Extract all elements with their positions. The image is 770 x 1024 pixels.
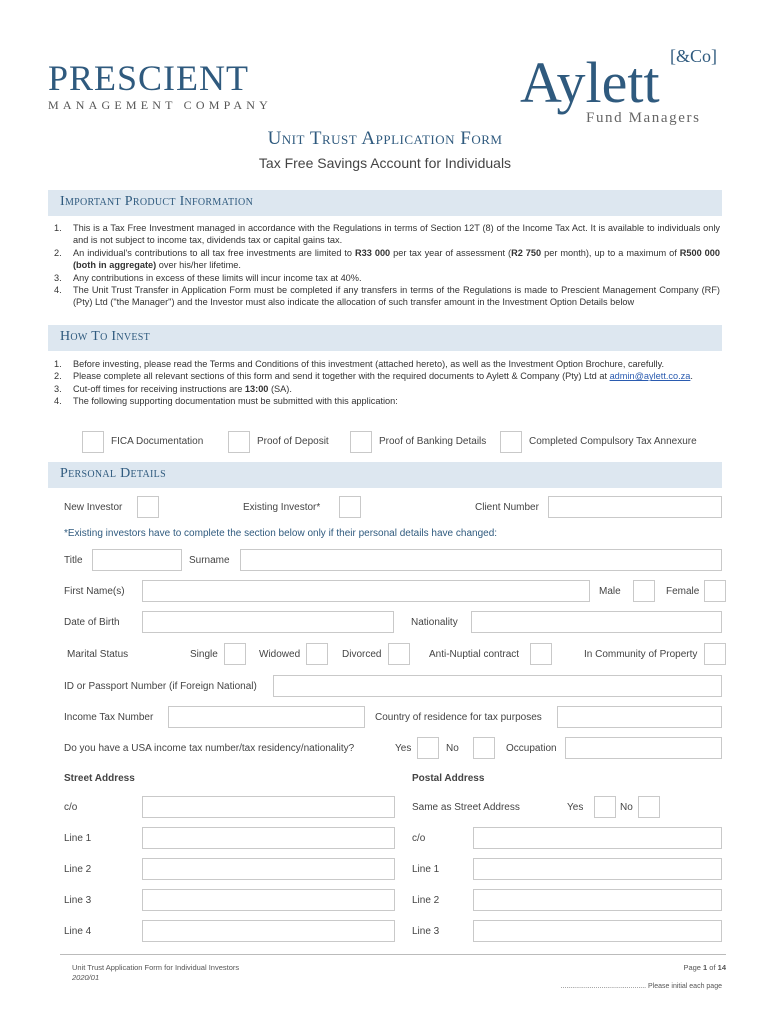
new-investor-label: New Investor xyxy=(64,502,123,513)
id-passport-label: ID or Passport Number (if Foreign National) xyxy=(64,681,257,692)
product-info-list xyxy=(54,222,720,309)
street-co-label: c/o xyxy=(64,802,78,813)
same-yes-checkbox[interactable] xyxy=(594,796,616,818)
how-to-invest-list xyxy=(54,358,720,408)
first-names-label: First Name(s) xyxy=(64,586,125,597)
dob-label: Date of Birth xyxy=(64,617,120,628)
postal-line1-input[interactable] xyxy=(473,858,722,880)
postal-co-label: c/o xyxy=(412,833,426,844)
footer-initial-line: ............................................ Please initial each page xyxy=(560,983,722,990)
section-how-to-invest xyxy=(48,325,722,351)
section-heading: How To Invest xyxy=(60,329,151,344)
section-personal-details xyxy=(48,462,722,488)
street-line3-input[interactable] xyxy=(142,889,395,911)
fica-label: FICA Documentation xyxy=(111,436,204,447)
form-title: Unit Trust Application Form xyxy=(267,128,503,149)
existing-investor-checkbox[interactable] xyxy=(339,496,361,518)
list-item: 1. Before investing, please read the Terms and Conditions of this investment (attached hereto), as well as the Investment Option Brochure, carefully. xyxy=(54,359,665,369)
income-tax-label: Income Tax Number xyxy=(64,712,154,723)
income-tax-input[interactable] xyxy=(168,706,365,728)
postal-line3-label: Line 3 xyxy=(412,926,440,937)
first-names-input[interactable] xyxy=(142,580,590,602)
usa-no-checkbox[interactable] xyxy=(473,737,495,759)
street-line1-label: Line 1 xyxy=(64,833,92,844)
same-yes-label: Yes xyxy=(567,802,584,813)
client-number-label: Client Number xyxy=(475,502,539,513)
widowed-checkbox[interactable] xyxy=(306,643,328,665)
same-no-checkbox[interactable] xyxy=(638,796,660,818)
postal-line3-input[interactable] xyxy=(473,920,722,942)
footer-version: 2020/01 xyxy=(72,973,100,982)
aylett-logo-subtext: Fund Managers xyxy=(586,110,701,126)
title-input[interactable] xyxy=(92,549,182,571)
list-item: 4. The following supporting documentation must be submitted with this application: xyxy=(54,396,398,407)
tax-annexure-label: Completed Compulsory Tax Annexure xyxy=(529,436,697,447)
aylett-logo-co: [&Co] xyxy=(670,46,717,66)
widowed-label: Widowed xyxy=(259,649,301,660)
email-link[interactable]: admin@aylett.co.za xyxy=(609,371,691,382)
icop-checkbox[interactable] xyxy=(704,643,726,665)
footer-page-number: Page 1 of 14 xyxy=(683,963,726,972)
postal-line2-label: Line 2 xyxy=(412,895,440,906)
male-checkbox[interactable] xyxy=(633,580,655,602)
list-item: 3. Cut-off times for receiving instructions are 13:00 (SA). xyxy=(54,383,292,394)
proof-of-deposit-checkbox[interactable] xyxy=(228,431,250,453)
postal-address-heading: Postal Address xyxy=(412,773,485,784)
existing-investor-label: Existing Investor* xyxy=(243,502,321,513)
tax-annexure-checkbox[interactable] xyxy=(500,431,522,453)
same-no-label: No xyxy=(620,802,633,813)
prescient-logo xyxy=(48,60,272,113)
female-checkbox[interactable] xyxy=(704,580,726,602)
usa-no-label: No xyxy=(446,743,459,754)
existing-investor-note: *Existing investors have to complete the section below only if their personal details have changed: xyxy=(64,528,498,539)
surname-input[interactable] xyxy=(240,549,722,571)
id-passport-input[interactable] xyxy=(273,675,722,697)
country-residence-input[interactable] xyxy=(557,706,722,728)
fica-checkbox[interactable] xyxy=(82,431,104,453)
surname-label: Surname xyxy=(189,555,230,566)
occupation-input[interactable] xyxy=(565,737,722,759)
marital-status-label: Marital Status xyxy=(67,649,129,660)
list-item: 3. Any contributions in excess of these limits will incur income tax at 40%. xyxy=(54,272,362,283)
female-label: Female xyxy=(666,586,700,597)
proof-of-deposit-label: Proof of Deposit xyxy=(257,436,329,447)
list-item: 4. The Unit Trust Transfer in Application Form must be completed if any transfers in terms of the Regulations is made to Prescient Management Company (RF) (Pty) Ltd ("the Manager") and the Investor must also indicate the allocation of such transfer amount in the Investment Option Details below xyxy=(54,285,720,308)
usa-yes-label: Yes xyxy=(395,743,412,754)
postal-line2-input[interactable] xyxy=(473,889,722,911)
new-investor-checkbox[interactable] xyxy=(137,496,159,518)
street-line4-input[interactable] xyxy=(142,920,395,942)
list-item: 2. An individual's contributions to all tax free investments are limited to R33 000 per tax year of assessment (R2 750 per month), up to a maximum of R500 000 (both in aggregate) over his/her lifetime. xyxy=(54,247,720,271)
street-line4-label: Line 4 xyxy=(64,926,92,937)
street-address-heading: Street Address xyxy=(64,773,135,784)
single-label: Single xyxy=(190,649,218,660)
street-line2-input[interactable] xyxy=(142,858,395,880)
proof-of-banking-label: Proof of Banking Details xyxy=(379,436,487,447)
country-residence-label: Country of residence for tax purposes xyxy=(375,712,542,723)
aylett-logo xyxy=(520,42,730,132)
street-co-input[interactable] xyxy=(142,796,395,818)
postal-co-input[interactable] xyxy=(473,827,722,849)
section-product-info xyxy=(48,190,722,216)
same-as-street-label: Same as Street Address xyxy=(412,802,520,813)
nationality-input[interactable] xyxy=(471,611,722,633)
usa-question-label: Do you have a USA income tax number/tax residency/nationality? xyxy=(64,743,355,754)
icop-label: In Community of Property xyxy=(584,649,698,660)
prescient-logo-subtext: MANAGEMENT COMPANY xyxy=(48,98,272,112)
title-label: Title xyxy=(64,555,83,566)
proof-of-banking-checkbox[interactable] xyxy=(350,431,372,453)
anc-checkbox[interactable] xyxy=(530,643,552,665)
footer-divider xyxy=(60,954,726,955)
dob-input[interactable] xyxy=(142,611,394,633)
prescient-logo-text: PRESCIENT xyxy=(48,58,250,98)
postal-line1-label: Line 1 xyxy=(412,864,440,875)
divorced-label: Divorced xyxy=(342,649,382,660)
client-number-input[interactable] xyxy=(548,496,722,518)
street-line3-label: Line 3 xyxy=(64,895,92,906)
section-heading: Important Product Information xyxy=(60,194,254,209)
usa-yes-checkbox[interactable] xyxy=(417,737,439,759)
nationality-label: Nationality xyxy=(411,617,458,628)
anc-label: Anti-Nuptial contract xyxy=(429,649,520,660)
occupation-label: Occupation xyxy=(506,743,557,754)
form-subtitle: Tax Free Savings Account for Individuals xyxy=(258,155,512,171)
aylett-logo-text: Aylett xyxy=(520,50,660,115)
list-item: 2. Please complete all relevant sections of this form and send it together with the required documents to Aylett & Company (Pty) Ltd at admin@aylett.co.za. xyxy=(54,371,693,382)
street-line1-input[interactable] xyxy=(142,827,395,849)
street-line2-label: Line 2 xyxy=(64,864,92,875)
male-label: Male xyxy=(599,586,621,597)
single-checkbox[interactable] xyxy=(224,643,246,665)
section-heading: Personal Details xyxy=(60,466,166,481)
divorced-checkbox[interactable] xyxy=(388,643,410,665)
list-item: 1. This is a Tax Free Investment managed in accordance with the Regulations in terms of Section 12T (8) of the Income Tax Act. It is available to individuals only and is not subject to income tax, dividends tax or capital gains tax. xyxy=(54,223,720,246)
footer-form-name: Unit Trust Application Form for Individual Investors xyxy=(72,963,240,972)
